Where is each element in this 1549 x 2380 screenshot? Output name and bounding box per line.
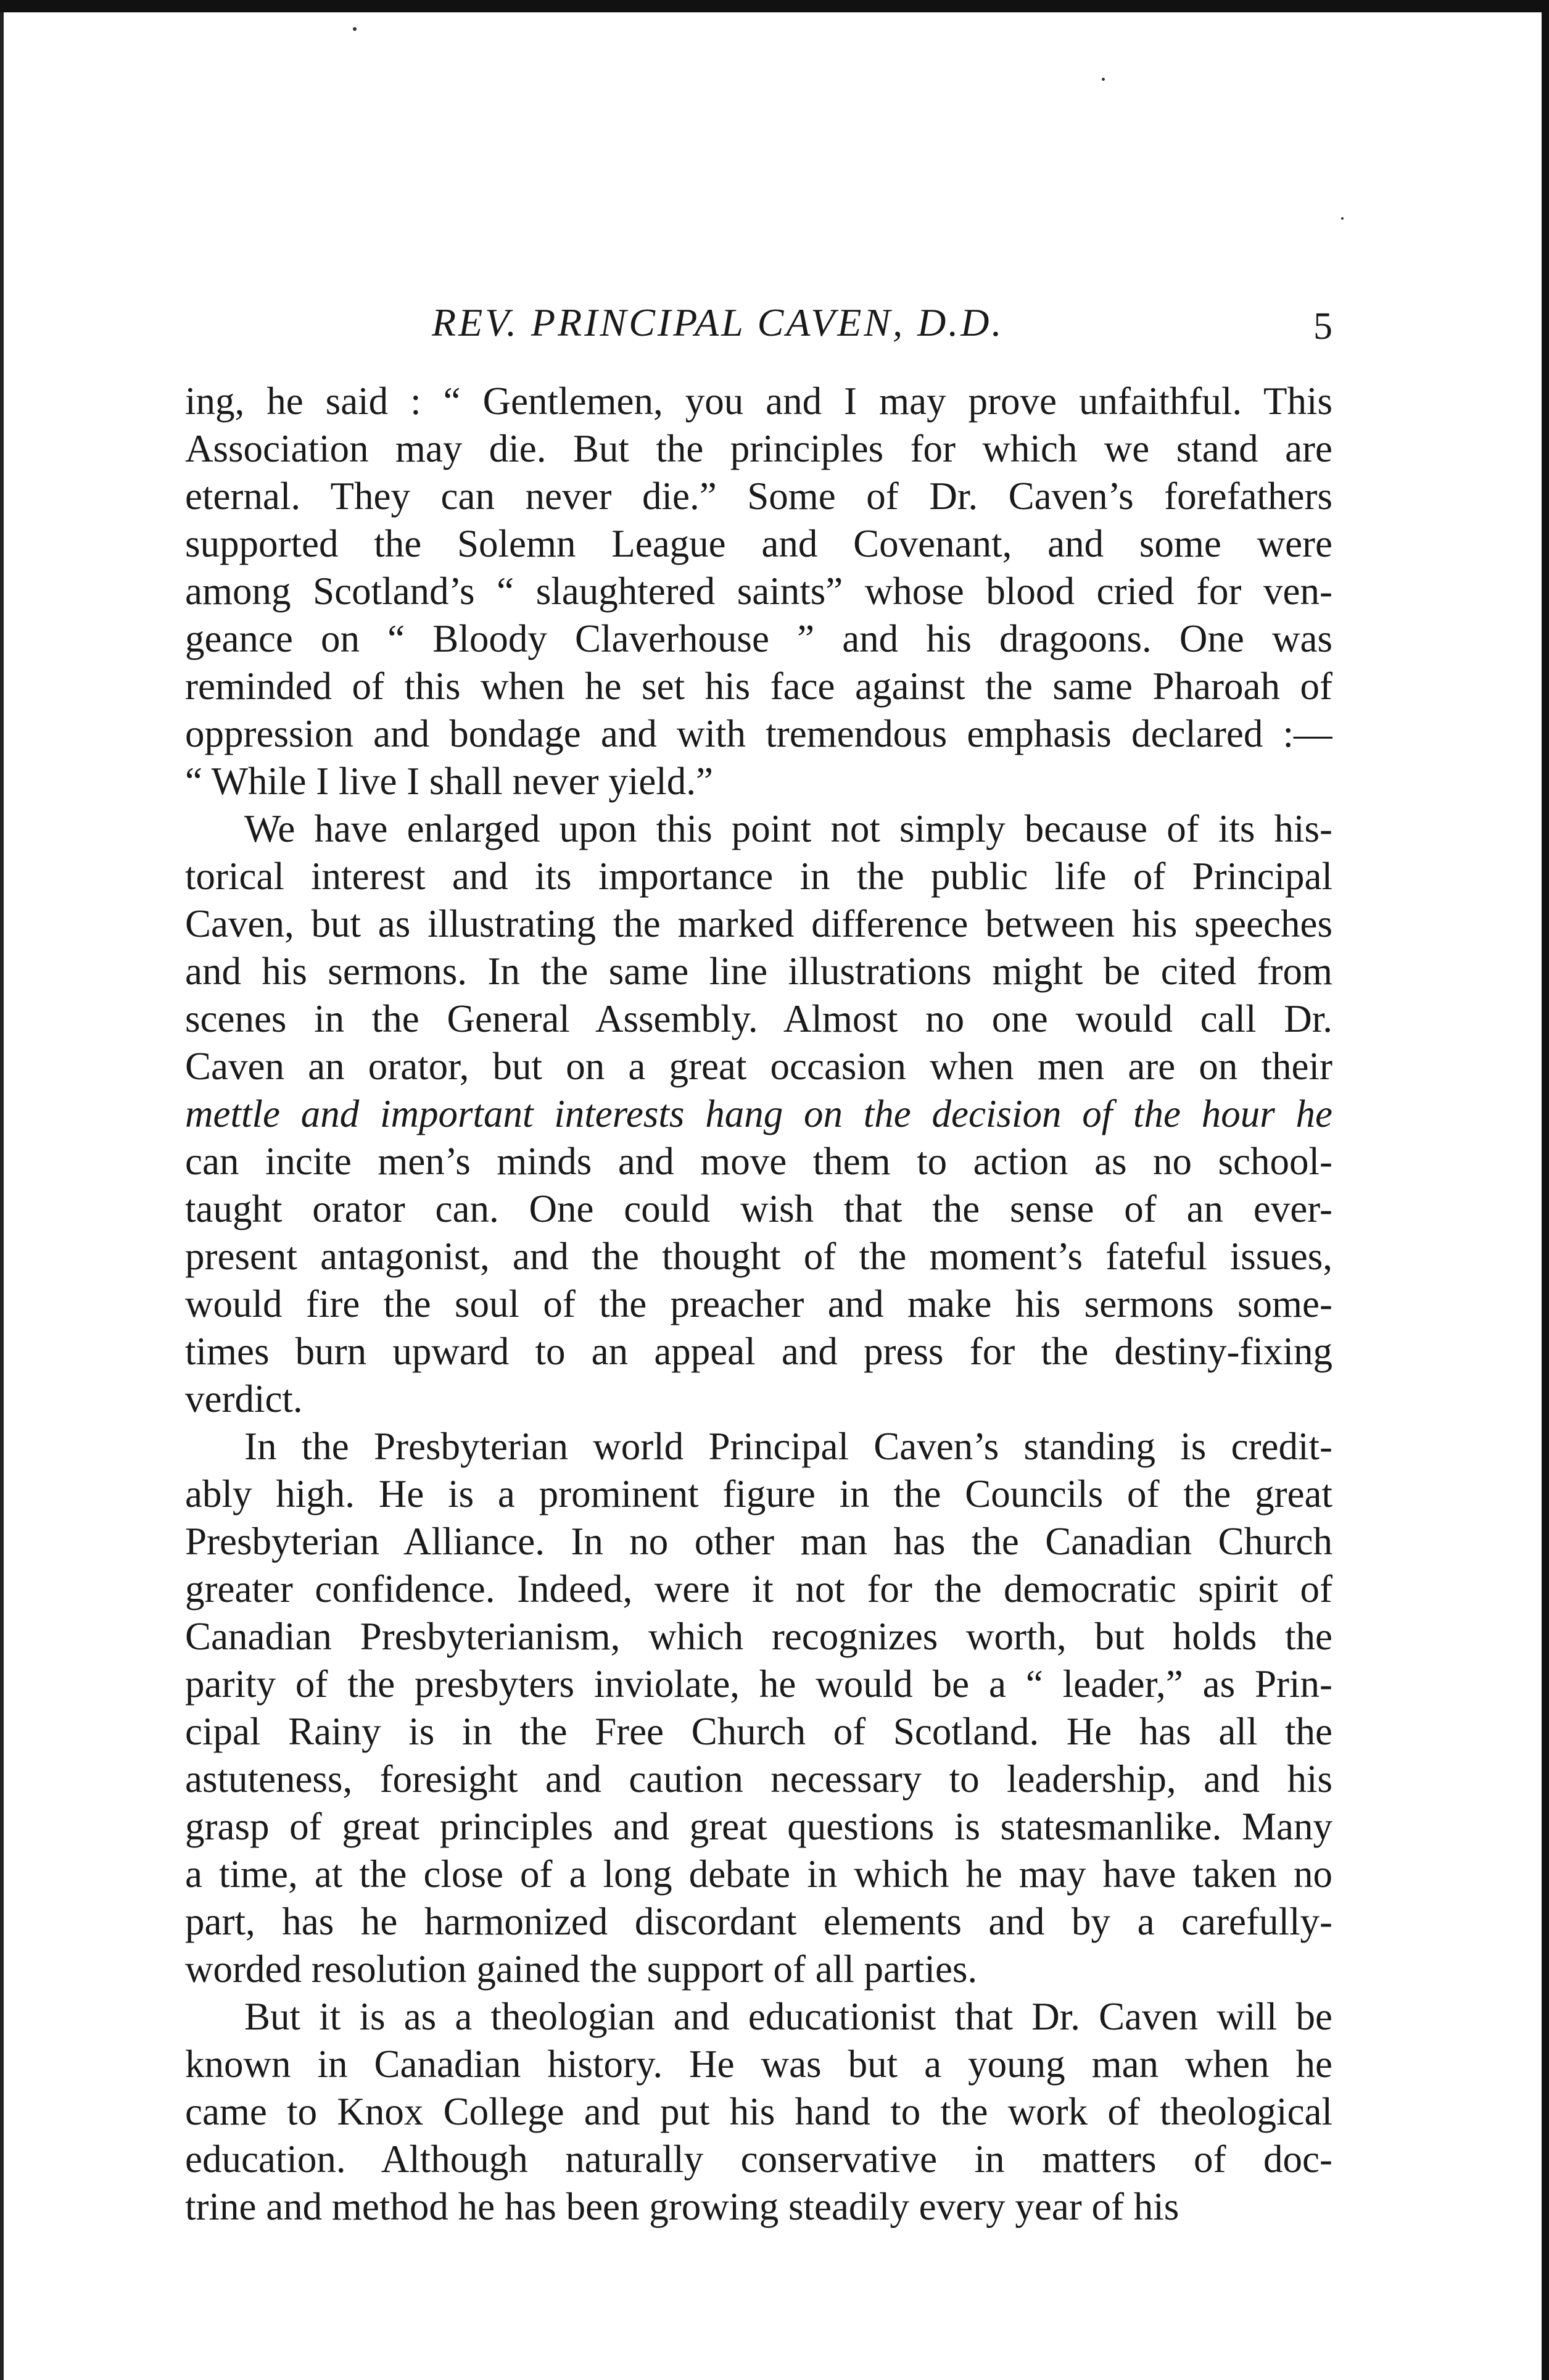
text-line: eternal. They can never die.” Some of Dr. Caven’s forefathers bbox=[185, 475, 1332, 518]
text-line: Caven, but as illustrating the marked difference between his speeches bbox=[185, 902, 1332, 945]
text-line: times burn upward to an appeal and press for the destiny-fixing bbox=[185, 1330, 1332, 1373]
text-line: Presbyterian Alliance. In no other man has the Canadian Church bbox=[185, 1520, 1332, 1563]
text-line: came to Knox College and put his hand to the work of theological bbox=[185, 2090, 1332, 2133]
paragraph bbox=[185, 805, 1332, 1423]
body-text bbox=[185, 378, 1332, 2231]
text-line: part, has he harmonized discordant elements and by a carefully- bbox=[185, 1900, 1332, 1943]
text-line: supported the Solemn League and Covenant, and some were bbox=[185, 522, 1332, 565]
text-line: present antagonist, and the thought of the moment’s fateful issues, bbox=[185, 1235, 1332, 1278]
text-line: can incite men’s minds and move them to action as no school- bbox=[185, 1140, 1332, 1183]
text-line: a time, at the close of a long debate in which he may have taken no bbox=[185, 1852, 1332, 1896]
text-line: trine and method he has been growing steadily every year of his bbox=[185, 2185, 1179, 2228]
scan-speck bbox=[1102, 78, 1105, 81]
right-page-edge bbox=[1542, 12, 1549, 2380]
text-line: But it is as a theologian and educationist that Dr. Caven will be bbox=[244, 1995, 1332, 2038]
text-line: and his sermons. In the same line illustrations might be cited from bbox=[185, 950, 1332, 993]
top-border-rule bbox=[0, 0, 1549, 12]
text-line: would fire the soul of the preacher and make his sermons some- bbox=[185, 1282, 1332, 1325]
text-line: reminded of this when he set his face against the same Pharoah of bbox=[185, 665, 1332, 708]
text-line: torical interest and its importance in the public life of Principal bbox=[185, 855, 1332, 898]
text-line: Canadian Presbyterianism, which recognizes worth, but holds the bbox=[185, 1615, 1332, 1658]
paragraph bbox=[185, 1993, 1332, 2231]
text-line: verdict. bbox=[185, 1377, 303, 1420]
paragraph bbox=[185, 1423, 1332, 1993]
text-line: mettle and important interests hang on the decision of the hour he bbox=[185, 1092, 1332, 1135]
text-line: among Scotland’s “ slaughtered saints” whose blood cried for ven- bbox=[185, 570, 1332, 613]
text-line: education. Although naturally conservative in matters of doc- bbox=[185, 2137, 1332, 2181]
scan-speck bbox=[1341, 217, 1344, 220]
running-head bbox=[185, 295, 1332, 350]
page-number: 5 bbox=[1313, 305, 1332, 347]
text-line: known in Canadian history. He was but a young man when he bbox=[185, 2042, 1332, 2086]
text-line: “ While I live I shall never yield.” bbox=[185, 760, 714, 803]
text-line: ably high. He is a prominent figure in the Councils of the great bbox=[185, 1472, 1332, 1515]
text-line: ing, he said : “ Gentlemen, you and I may prove unfaithful. This bbox=[185, 379, 1332, 423]
text-line: cipal Rainy is in the Free Church of Scotland. He has all the bbox=[185, 1710, 1332, 1753]
text-line: Caven an orator, but on a great occasion when men are on their bbox=[185, 1045, 1332, 1088]
text-line: We have enlarged upon this point not simply because of its his- bbox=[244, 807, 1332, 850]
text-line: geance on “ Bloody Claverhouse ” and his dragoons. One was bbox=[185, 617, 1332, 660]
text-line: Association may die. But the principles for which we stand are bbox=[185, 427, 1332, 470]
text-line: grasp of great principles and great questions is statesmanlike. Many bbox=[185, 1805, 1332, 1848]
text-line: astuteness, foresight and caution necessary to leadership, and his bbox=[185, 1757, 1332, 1801]
text-line: oppression and bondage and with tremendous emphasis declared :— bbox=[185, 712, 1332, 755]
paragraph bbox=[185, 378, 1332, 805]
scan-speck bbox=[353, 27, 357, 31]
left-page-edge bbox=[0, 12, 4, 2380]
text-line: worded resolution gained the support of all parties. bbox=[185, 1947, 978, 1991]
text-line: taught orator can. One could wish that the sense of an ever- bbox=[185, 1187, 1332, 1230]
text-line: greater confidence. Indeed, were it not for the democratic spirit of bbox=[185, 1567, 1332, 1611]
text-line: In the Presbyterian world Principal Caven’s standing is credit- bbox=[244, 1425, 1332, 1468]
running-title: REV. PRINCIPAL CAVEN, D.D. bbox=[432, 301, 1004, 344]
text-line: parity of the presbyters inviolate, he would be a “ leader,” as Prin- bbox=[185, 1662, 1332, 1706]
text-line: scenes in the General Assembly. Almost no one would call Dr. bbox=[185, 997, 1332, 1040]
